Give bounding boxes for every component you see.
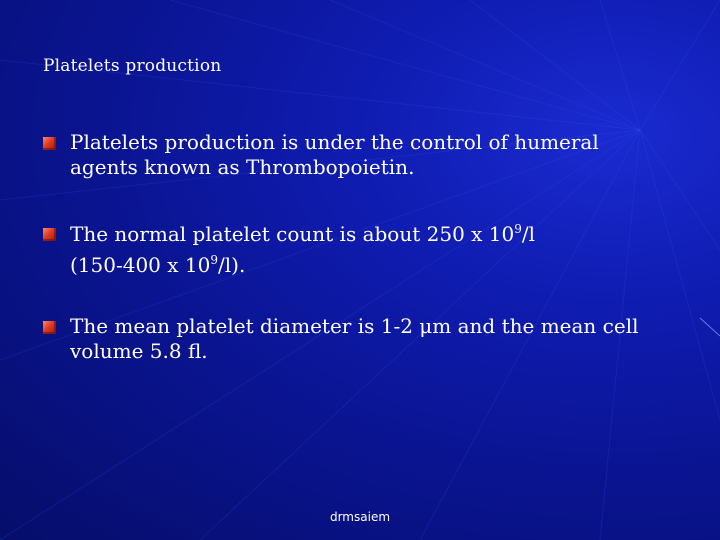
superscript: 9 <box>210 253 218 267</box>
bullet-text-line <box>70 250 690 281</box>
bullet-item <box>43 314 690 364</box>
slide-title: Platelets production <box>43 56 222 76</box>
slide-footer: drmsaiem <box>329 510 391 524</box>
bullet-text-line: volume 5.8 fl. <box>70 339 208 363</box>
superscript: 9 <box>514 222 522 236</box>
bullet-text-line: The mean platelet diameter is 1-2 μm and the mean cell <box>70 314 639 338</box>
bullet-square-icon <box>43 137 56 150</box>
bullet-square-icon <box>43 321 56 334</box>
text-part: /l <box>521 222 536 246</box>
bullet-text-line: Platelets production is under the control of humeral <box>70 130 599 154</box>
text-part: (150-400 x 10 <box>70 253 211 277</box>
text-part: /l). <box>218 253 246 277</box>
bullet-item <box>43 130 690 180</box>
bullet-square-icon <box>43 228 56 241</box>
bullet-text-line: agents known as Thrombopoietin. <box>70 155 415 179</box>
bullet-item <box>43 219 690 281</box>
bullet-text-line <box>70 219 690 250</box>
text-part: The normal platelet count is about 250 x 10 <box>70 222 515 246</box>
